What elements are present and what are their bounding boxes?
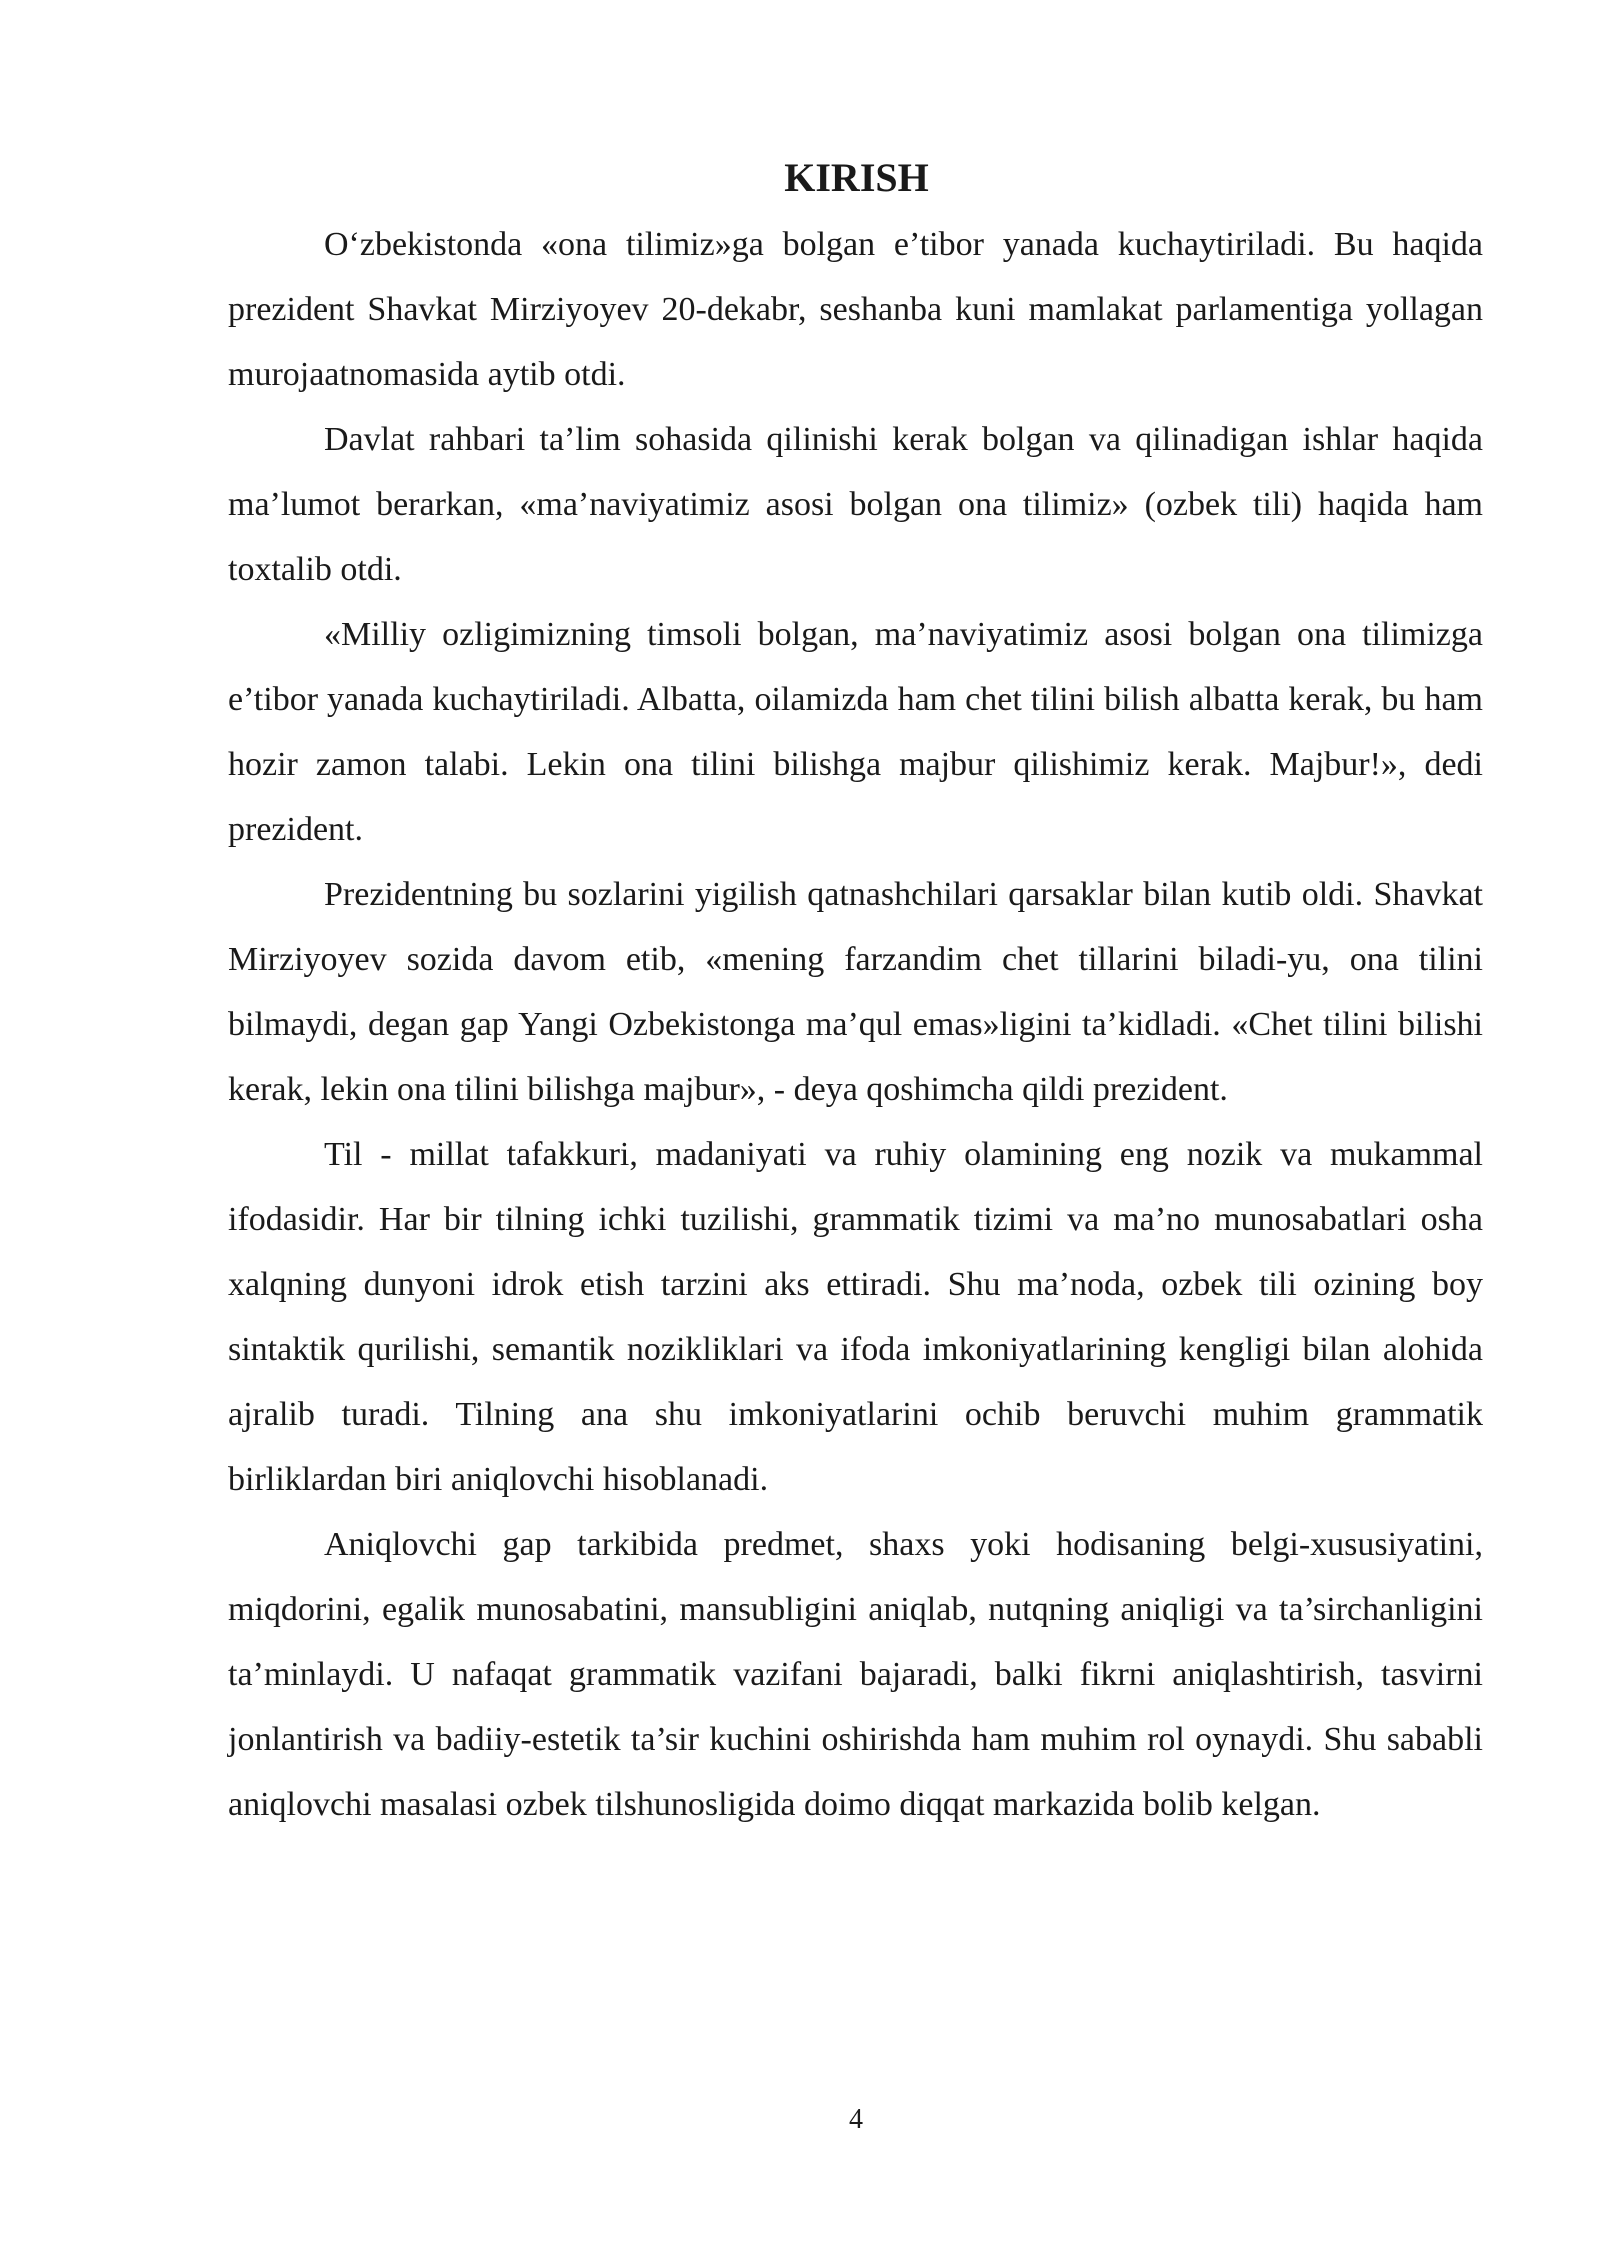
- paragraph-3: «Milliy ozligimizning timsoli bolgan, ma’naviyatimiz asosi bolgan ona tilimizga e’tibor yanada kuchaytiriladi. Albatta, oilamizda ham chet tilini bilish albatta kerak, bu ham hozir zamon talabi. Lekin ona tilini bilishga majbur qilishimiz kerak. Majbur!», dedi prezident.: [228, 616, 1483, 848]
- page-title: KIRISH: [784, 155, 929, 200]
- paragraph-4: Prezidentning bu sozlarini yigilish qatnashchilari qarsaklar bilan kutib oldi. Shavkat Mirziyoyev sozida davom etib, «mening farzandim chet tillarini biladi-yu, ona tilini bilmaydi, degan gap Yangi Ozbekistonga ma’qul emas»ligini ta’kidladi. «Chet tilini bilishi kerak, lekin ona tilini bilishga majbur», - deya qoshimcha qildi prezident.: [228, 876, 1483, 1108]
- paragraph-6: Aniqlovchi gap tarkibida predmet, shaxs yoki hodisaning belgi-xususiyatini, miqdorini, egalik munosabatini, mansubligini aniqlab, nutqning aniqligi va ta’sirchanligini ta’minlaydi. U nafaqat grammatik vazifani bajaradi, balki fikrni aniqlashtirish, tasvirni jonlantirish va badiiy-estetik ta’sir kuchini oshirishda ham muhim rol oynaydi. Shu sababli aniqlovchi masalasi ozbek tilshunosligida doimo diqqat markazida bolib kelgan.: [228, 1526, 1483, 1823]
- paragraph-1: O‘zbekistonda «ona tilimiz»ga bolgan e’tibor yanada kuchaytiriladi. Bu haqida prezident Shavkat Mirziyoyev 20-dekabr, seshanba kuni mamlakat parlamentiga yollagan murojaatnomasida aytib otdi.: [228, 226, 1483, 393]
- page-number: 4: [849, 2104, 863, 2135]
- paragraph-2: Davlat rahbari ta’lim sohasida qilinishi kerak bolgan va qilinadigan ishlar haqida ma’lumot berarkan, «ma’naviyatimiz asosi bolgan ona tilimiz» (ozbek tili) haqida ham toxtalib otdi.: [228, 421, 1483, 588]
- paragraph-5: Til - millat tafakkuri, madaniyati va ruhiy olamining eng nozik va mukammal ifodasidir. Har bir tilning ichki tuzilishi, grammatik tizimi va ma’no munosabatlari osha xalqning dunyoni idrok etish tarzini aks ettiradi. Shu ma’noda, ozbek tili ozining boy sintaktik qurilishi, semantik nozikliklari va ifoda imkoniyatlarining kengligi bilan alohida ajralib turadi. Tilning ana shu imkoniyatlarini ochib beruvchi muhim grammatik birliklardan biri aniqlovchi hisoblanadi.: [228, 1136, 1483, 1498]
- document-page: [228, 148, 1483, 1837]
